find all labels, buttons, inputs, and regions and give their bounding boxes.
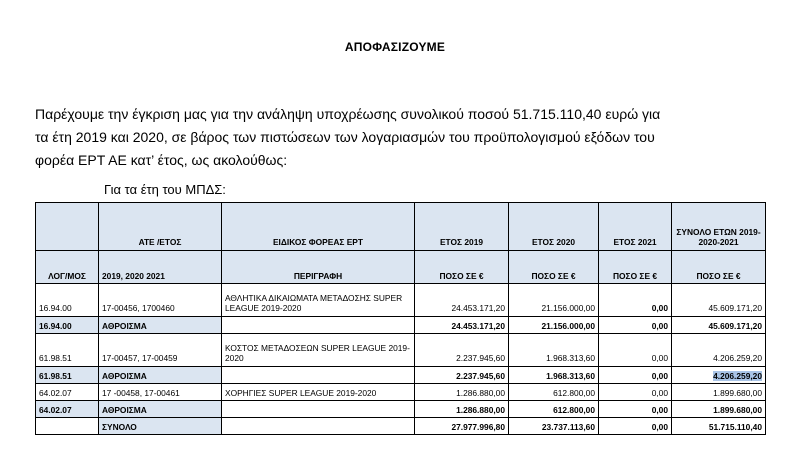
highlighted-value: 4.206.259,20 xyxy=(713,371,762,381)
amount-2020-cell: 1.968.313,60 xyxy=(509,334,599,367)
paragraph-line: τα έτη 2019 και 2020, σε βάρος των πιστώσεων των λογαριασμών του προϋπολογισμού εξόδων του xyxy=(35,129,655,145)
header-cell: ΛΟΓ/ΜΟΣ xyxy=(36,251,99,284)
amount-2019-cell: 1.286.880,00 xyxy=(415,384,509,401)
amount-total-cell xyxy=(672,367,766,384)
amount-2020-cell: 21.156.000,00 xyxy=(509,317,599,334)
amount-2021-cell: 0,00 xyxy=(599,317,672,334)
header-cell: ΠΟΣΟ ΣΕ € xyxy=(509,251,599,284)
table-row xyxy=(36,384,766,401)
amount-2021-cell: 0,00 xyxy=(599,367,672,384)
ate-cell: 17-00457, 17-00459 xyxy=(99,334,222,367)
table-header-row xyxy=(36,203,766,251)
description-cell: ΚΟΣΤΟΣ ΜΕΤΑΔΟΣΕΩΝ SUPER LEAGUE 2019-2020 xyxy=(222,334,415,367)
ate-cell: 17 -00458, 17-00461 xyxy=(99,384,222,401)
table-row xyxy=(36,367,766,384)
amount-total-cell: 51.715.110,40 xyxy=(672,418,766,435)
table-caption: Για τα έτη του ΜΠΔΣ: xyxy=(104,182,226,197)
ate-cell: ΑΘΡΟΙΣΜΑ xyxy=(99,367,222,384)
amount-2021-cell: 0,00 xyxy=(599,284,672,317)
amount-2021-cell: 0,00 xyxy=(599,401,672,418)
header-cell: ΠΟΣΟ ΣΕ € xyxy=(599,251,672,284)
table-total-row xyxy=(36,418,766,435)
description-cell: ΑΘΛΗΤΙΚΑ ΔΙΚΑΙΩΜΑΤΑ ΜΕΤΑΔΟΣΗΣ SUPER LEAGUE 2019-2020 xyxy=(222,284,415,317)
ate-cell: ΑΘΡΟΙΣΜΑ xyxy=(99,317,222,334)
account-cell: 61.98.51 xyxy=(36,334,99,367)
amount-2019-cell: 24.453.171,20 xyxy=(415,284,509,317)
account-cell xyxy=(36,418,99,435)
header-cell: ΕΤΟΣ 2020 xyxy=(509,203,599,251)
page-title: ΑΠΟΦΑΣΙΖΟΥΜΕ xyxy=(344,40,446,54)
account-cell: 61.98.51 xyxy=(36,367,99,384)
description-cell xyxy=(222,367,415,384)
header-cell xyxy=(36,203,99,251)
paragraph-line: Παρέχουμε την έγκριση μας για την ανάληψη υποχρέωσης συνολικού ποσού 51.715.110,40 ευρώ για xyxy=(35,106,661,122)
amount-2020-cell: 612.800,00 xyxy=(509,384,599,401)
amount-2020-cell: 23.737.113,60 xyxy=(509,418,599,435)
approval-paragraph xyxy=(35,103,725,172)
table-row xyxy=(36,334,766,367)
amount-total-cell: 45.609.171,20 xyxy=(672,284,766,317)
amount-2021-cell: 0,00 xyxy=(599,334,672,367)
amount-2019-cell: 1.286.880,00 xyxy=(415,401,509,418)
table-row xyxy=(36,317,766,334)
description-cell xyxy=(222,418,415,435)
header-cell: ΣΥΝΟΛΟ ΕΤΩΝ 2019-2020-2021 xyxy=(672,203,766,251)
ate-cell: 17-00456, 1700460 xyxy=(99,284,222,317)
amount-2019-cell: 2.237.945,60 xyxy=(415,367,509,384)
header-cell: ΕΤΟΣ 2019 xyxy=(415,203,509,251)
description-cell: ΧΟΡΗΓΙΕΣ SUPER LEAGUE 2019-2020 xyxy=(222,384,415,401)
amount-2019-cell: 24.453.171,20 xyxy=(415,317,509,334)
ate-cell: ΣΥΝΟΛΟ xyxy=(99,418,222,435)
amount-2021-cell: 0,00 xyxy=(599,418,672,435)
header-cell: ΕΤΟΣ 2021 xyxy=(599,203,672,251)
account-cell: 16.94.00 xyxy=(36,317,99,334)
amount-total-cell: 4.206.259,20 xyxy=(672,334,766,367)
table-row xyxy=(36,284,766,317)
account-cell: 64.02.07 xyxy=(36,384,99,401)
description-cell xyxy=(222,401,415,418)
budget-table xyxy=(35,202,766,435)
header-cell: 2019, 2020 2021 xyxy=(99,251,222,284)
amount-2019-cell: 2.237.945,60 xyxy=(415,334,509,367)
table-row xyxy=(36,401,766,418)
header-cell: ΠΕΡΙΓΡΑΦΗ xyxy=(222,251,415,284)
amount-2021-cell: 0,00 xyxy=(599,384,672,401)
ate-cell: ΑΘΡΟΙΣΜΑ xyxy=(99,401,222,418)
description-cell xyxy=(222,317,415,334)
amount-2019-cell: 27.977.996,80 xyxy=(415,418,509,435)
amount-total-cell: 45.609.171,20 xyxy=(672,317,766,334)
header-cell: ΠΟΣΟ ΣΕ € xyxy=(415,251,509,284)
amount-2020-cell: 612.800,00 xyxy=(509,401,599,418)
account-cell: 64.02.07 xyxy=(36,401,99,418)
amount-2020-cell: 21.156.000,00 xyxy=(509,284,599,317)
header-cell: ΠΟΣΟ ΣΕ € xyxy=(672,251,766,284)
table-subheader-row xyxy=(36,251,766,284)
amount-total-cell: 1.899.680,00 xyxy=(672,384,766,401)
amount-2020-cell: 1.968.313,60 xyxy=(509,367,599,384)
amount-total-cell: 1.899.680,00 xyxy=(672,401,766,418)
account-cell: 16.94.00 xyxy=(36,284,99,317)
header-cell: ΕΙΔΙΚΟΣ ΦΟΡΕΑΣ ΕΡΤ xyxy=(222,203,415,251)
paragraph-line: φορέα ΕΡΤ ΑΕ κατ’ έτος, ως ακολούθως: xyxy=(35,152,288,168)
header-cell: ΑΤΕ /ΕΤΟΣ xyxy=(99,203,222,251)
